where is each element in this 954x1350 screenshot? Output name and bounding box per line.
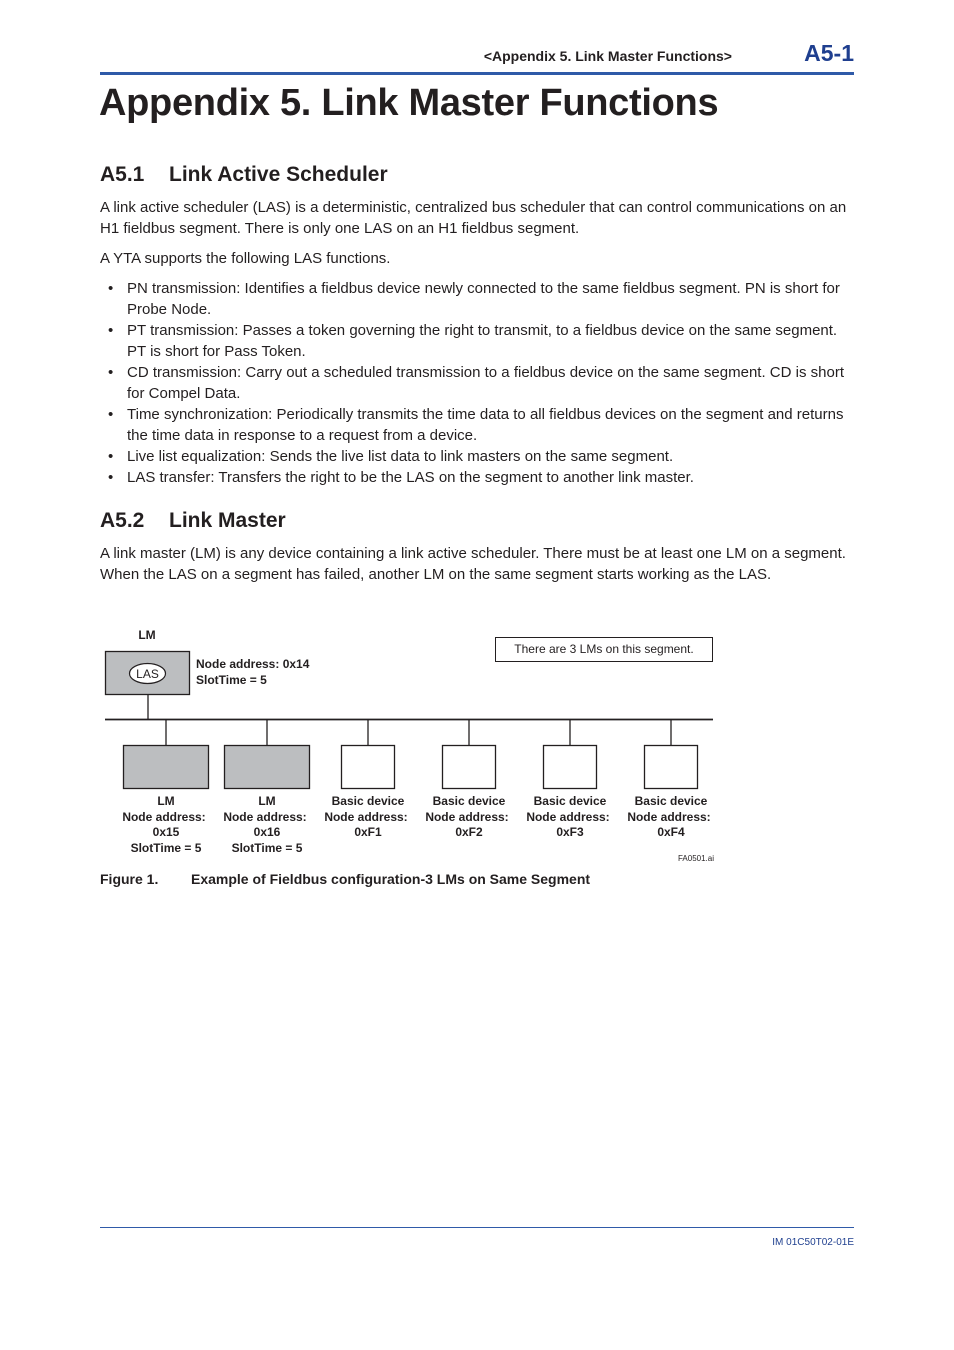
device-label: 0xF2 [455,825,483,839]
device-label: Basic device [432,794,506,808]
figure-file-id: FA0501.ai [677,854,714,863]
device-label: Node address: [122,810,206,824]
device-label: 0xF4 [657,825,685,839]
device-label: Node address: [324,810,408,824]
device-basic-0xf4 [627,719,710,839]
figure-caption-label: Figure 1. [100,871,159,887]
device-label: Node address: [526,810,610,824]
device-label: LM [258,794,276,808]
s2-paragraph-1: A link master (LM) is any device containing a link active scheduler. There must be at least one LM on a segment. When the LAS on a segment has failed, another LM on the same segment starts working as the LAS. [100,545,846,583]
s1-paragraph-2: A YTA supports the following LAS functions. [100,250,391,267]
footer-rule [100,1227,854,1228]
device-label: LM [157,794,175,808]
device-label: 0x15 [152,825,180,839]
device-basic-0xf2 [425,719,508,839]
device-label: 0xF1 [354,825,382,839]
device-label: 0x16 [253,825,281,839]
list-item: • PN transmission: Identifies a fieldbus device newly connected to the same fieldbus segment. PN is short for Probe Node. [100,278,852,320]
device-label: Basic device [331,794,405,808]
las-functions-list [100,278,852,488]
device-label: Basic device [634,794,708,808]
section-title: Link Master [169,509,286,532]
device-lm-0x15 [122,719,208,855]
fieldbus-configuration-figure [100,620,720,870]
device-label: 0xF3 [556,825,584,839]
device-lm-0x16 [223,719,309,855]
list-item: • CD transmission: Carry out a scheduled transmission to a fieldbus device on the same segment. CD is short for Compel Data. [100,362,852,404]
figure-caption [100,871,590,887]
las-slot-time: SlotTime = 5 [196,673,267,687]
section-number: A5.2 [100,509,145,532]
section-title: Link Active Scheduler [169,163,388,186]
device-label: Node address: [425,810,509,824]
section-number: A5.1 [100,163,145,186]
lm-top-label: LM [138,628,156,642]
figure-caption-text: Example of Fieldbus configuration-3 LMs on Same Segment [191,871,591,887]
section-a5-2-heading [100,509,286,533]
section-a5-1-heading [100,163,388,187]
page-title: Appendix 5. Link Master Functions [99,82,719,124]
device-basic-0xf3 [526,719,609,839]
footer-document-number: IM 01C50T02-01E [772,1237,854,1248]
fieldbus-diagram [100,620,720,870]
device-label: Basic device [533,794,607,808]
las-badge-label: LAS [136,667,159,681]
list-item: • Live list equalization: Sends the live list data to link masters on the same segment. [100,446,852,467]
s1-paragraph-1: A link active scheduler (LAS) is a deterministic, centralized bus scheduler that can control communications on an H1 fieldbus segment. There is only one LAS on an H1 fieldbus segment. [100,199,847,237]
header-rule [100,72,854,75]
device-label: Node address: [627,810,711,824]
device-label: SlotTime = 5 [130,841,202,855]
header-page-number: A5-1 [804,40,854,66]
device-label: SlotTime = 5 [231,841,303,855]
list-item: • PT transmission: Passes a token governing the right to transmit, to a fieldbus device on the same segment. PT is short for Pass Token. [100,320,852,362]
note-text: There are 3 LMs on this segment. [514,642,694,656]
list-item: • Time synchronization: Periodically transmits the time data to all fieldbus devices on the segment and returns the time data in response to a request from a device. [100,404,852,446]
device-label: Node address: [223,810,307,824]
device-basic-0xf1 [324,719,407,839]
header-section-title: <Appendix 5. Link Master Functions> [483,48,732,64]
las-node-address: Node address: 0x14 [196,657,310,671]
list-item: • LAS transfer: Transfers the right to be the LAS on the segment to another link master. [100,467,852,488]
